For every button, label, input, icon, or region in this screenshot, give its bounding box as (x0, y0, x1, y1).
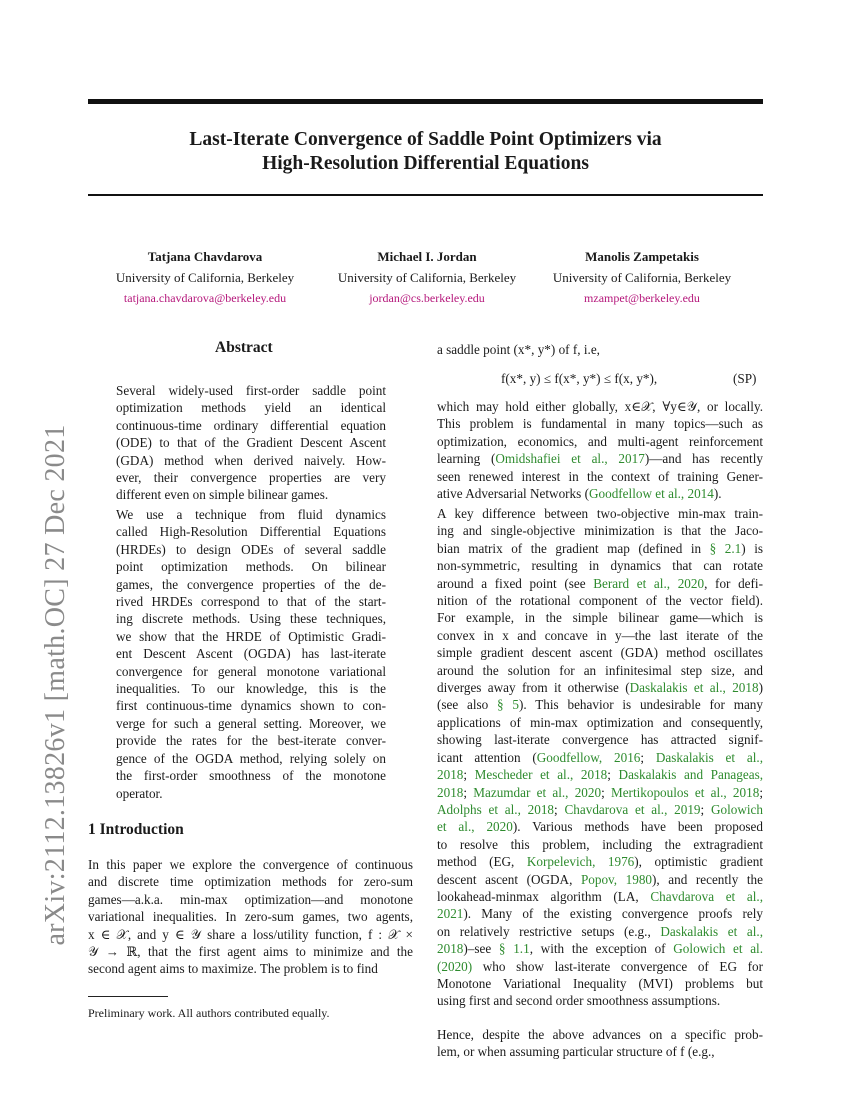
text-line: point optimization methods. On bilinear (116, 559, 386, 575)
footnote-rule (88, 996, 168, 997)
text-line: 𝒴 → ℝ, that the first agent aims to minimize and the (88, 944, 413, 960)
text-line: around the solution for an infinitesimal step size, and (437, 662, 763, 678)
title-bottom-rule (88, 194, 763, 196)
text-line: operator. (116, 785, 163, 801)
text-line: nition of the rotational component of the vector field). (437, 593, 763, 609)
text-line: learning (Omidshafiei et al., 2017)—and has recently (437, 451, 763, 467)
text-line: (ODE) to that of the Gradient Descent Ascent (116, 435, 386, 451)
text-line: Monotone Variational Inequality (MVI) problems but (437, 975, 763, 991)
text-line: provide the rates for the best-iterate conver- (116, 733, 386, 749)
text-line: simple gradient descent ascent (GDA) method oscillates (437, 645, 763, 661)
text-line: icant attention (Goodfellow, 2016; Daskalakis et al., (437, 749, 763, 765)
text-line: variational inequalities. In zero-sum games, two agents, (88, 909, 413, 925)
abstract-heading: Abstract (215, 339, 273, 356)
text-line: 2018; Mescheder et al., 2018; Daskalakis and Panageas, (437, 767, 763, 783)
text-line: around a fixed point (see Berard et al., 2020, for defi- (437, 575, 763, 591)
text-line: games—a.k.a. min-max optimization—and monotone (88, 891, 413, 907)
equation-label: (SP) (733, 371, 757, 386)
introduction-paragraph-1 (88, 856, 413, 978)
text-line: x ∈ 𝒳, and y ∈ 𝒴 share a loss/utility function, f : 𝒳 × (88, 926, 413, 942)
title-line-1: Last-Iterate Convergence of Saddle Point Optimizers via (189, 129, 662, 150)
text-line: ever, their convergence properties are very (116, 470, 386, 486)
text-line: the first-order smoothness of the monotone (116, 768, 386, 784)
text-line: diverges away from it otherwise (Daskalakis et al., 2018) (437, 680, 763, 696)
text-line: and discrete time optimization methods for zero-sum (88, 874, 413, 890)
text-line: Hence, despite the above advances on a specific prob- (437, 1027, 763, 1042)
text-line: lem, or when assuming particular structure of f (e.g., (437, 1044, 715, 1060)
right-paragraph-1 (437, 398, 763, 502)
text-line: descent ascent (OGDA, Popov, 1980), and recently the (437, 871, 763, 887)
abstract-paragraph-1 (116, 382, 386, 504)
text-line: 2021). Many of the existing convergence proofs rely (437, 906, 763, 922)
right-paragraph-2 (437, 505, 763, 1010)
saddle-point-intro (437, 341, 763, 358)
text-line: games, the convergence properties of the de- (116, 576, 386, 592)
text-line: a saddle point (x*, y*) of f, i.e, (437, 342, 600, 357)
text-line: showing last-iterate convergence has attracted signif- (437, 732, 763, 748)
text-line: 2018)–see § 1.1, with the exception of Golowich et al. (437, 941, 764, 957)
text-line: optimization methods yield an identical (116, 400, 386, 416)
text-line: continuous-time ordinary differential equation (116, 417, 386, 433)
text-line: In this paper we explore the convergence of continuous (88, 857, 413, 872)
paper-title (88, 128, 763, 176)
saddle-point-equation: f(x*, y) ≤ f(x*, y*) ≤ f(x, y*), (501, 371, 658, 386)
title-top-rule (88, 99, 763, 104)
text-line: to resolve this problem, including the extragradient (437, 836, 763, 852)
arxiv-identifier-stamp: arXiv:2112.13826v1 [math.OC] 27 Dec 2021 (40, 424, 71, 946)
text-line: different even on simple bilinear games. (116, 487, 329, 503)
author-block-3 (540, 246, 744, 309)
author-name: Tatjana Chavdarova (147, 249, 263, 264)
text-line: verge for such a general setting. Moreover, we (116, 715, 386, 731)
introduction-heading: 1 Introduction (88, 821, 184, 838)
text-line: optimization, economics, and multi-agent reinforcement (437, 433, 763, 449)
text-line: inequalities. To our knowledge, this is the (116, 681, 386, 697)
text-line: This problem is fundamental in many topics—such as (437, 416, 763, 432)
author-block-2 (327, 246, 527, 309)
text-line: method (EG, Korpelevich, 1976), optimistic gradient (437, 854, 763, 870)
text-line: lookahead-minmax algorithm (LA, Chavdarova et al., (437, 888, 763, 904)
text-line: (GDA) method when derived naively. How- (116, 452, 386, 468)
author-affiliation: University of California, Berkeley (552, 270, 732, 285)
author-block-1 (105, 246, 305, 309)
text-line: For example, in the simple bilinear game—which is (437, 610, 763, 626)
text-line: We use a technique from fluid dynamics (116, 507, 386, 522)
text-line: non-symmetric, resulting in dynamics that can rotate (437, 558, 763, 574)
text-line: convergence for general monotone variational (116, 663, 386, 679)
text-line: ent Descent Ascent (OGDA) has last-iterate (116, 646, 386, 662)
footnote: Preliminary work. All authors contributed equally. (88, 1006, 330, 1020)
text-line: 2018; Mazumdar et al., 2020; Mertikopoulos et al., 2018; (437, 784, 763, 800)
text-line: first continuous-time dynamics shown to con- (116, 698, 386, 714)
text-line: applications of min-max optimization and consequently, (437, 714, 763, 730)
text-line: Several widely-used first-order saddle point (116, 383, 386, 398)
text-line: called High-Resolution Differential Equations (116, 524, 386, 540)
author-email-link[interactable]: jordan@cs.berkeley.edu (369, 291, 485, 305)
text-line: A key difference between two-objective min-max train- (437, 506, 763, 521)
author-affiliation: University of California, Berkeley (337, 270, 517, 285)
text-line: rived HRDEs correspond to that of the start- (116, 594, 386, 610)
text-line: on relatively restrictive setups (e.g., Daskalakis et al., (437, 923, 763, 939)
author-email-link[interactable]: mzampet@berkeley.edu (584, 291, 700, 305)
text-line: ing discrete methods. Using these techniques, (116, 611, 386, 627)
title-line-2: High-Resolution Differential Equations (262, 153, 589, 174)
text-line: seen renewed interest in the context of training Gener- (437, 468, 763, 484)
text-line: (see also § 5). This behavior is undesirable for many (437, 697, 763, 713)
text-line: ative Adversarial Networks (Goodfellow et al., 2014). (437, 486, 722, 502)
right-paragraph-3 (437, 1026, 763, 1061)
text-line: bian matrix of the gradient map (defined in § 2.1) is (437, 540, 764, 556)
abstract-paragraph-2 (116, 506, 386, 802)
text-line: ing and single-objective minimization is that the Jaco- (437, 523, 763, 539)
author-name: Manolis Zampetakis (585, 249, 699, 264)
text-line: which may hold either globally, x∈𝒳, ∀y∈𝒴, or locally. (437, 399, 763, 414)
text-line: second agent aims to maximize. The problem is to find (88, 961, 378, 977)
text-line: (2020) who show last-iterate convergence of EG for (437, 958, 763, 974)
author-name: Michael I. Jordan (377, 249, 477, 264)
text-line: Adolphs et al., 2018; Chavdarova et al., 2019; Golowich (437, 801, 763, 817)
text-line: convex in x and concave in y—the last iterate of the (437, 627, 763, 643)
text-line: et al., 2020). Various methods have been proposed (437, 819, 763, 835)
text-line: using first and second order smoothness assumptions. (437, 993, 721, 1009)
text-line: we show that the HRDE of Optimistic Gradi- (116, 628, 386, 644)
author-email-link[interactable]: tatjana.chavdarova@berkeley.edu (123, 291, 287, 305)
text-line: gence of the OGDA method, relying solely on (116, 750, 386, 766)
author-affiliation: University of California, Berkeley (115, 270, 295, 285)
text-line: (HRDEs) to design ODEs of several saddle (116, 541, 386, 557)
